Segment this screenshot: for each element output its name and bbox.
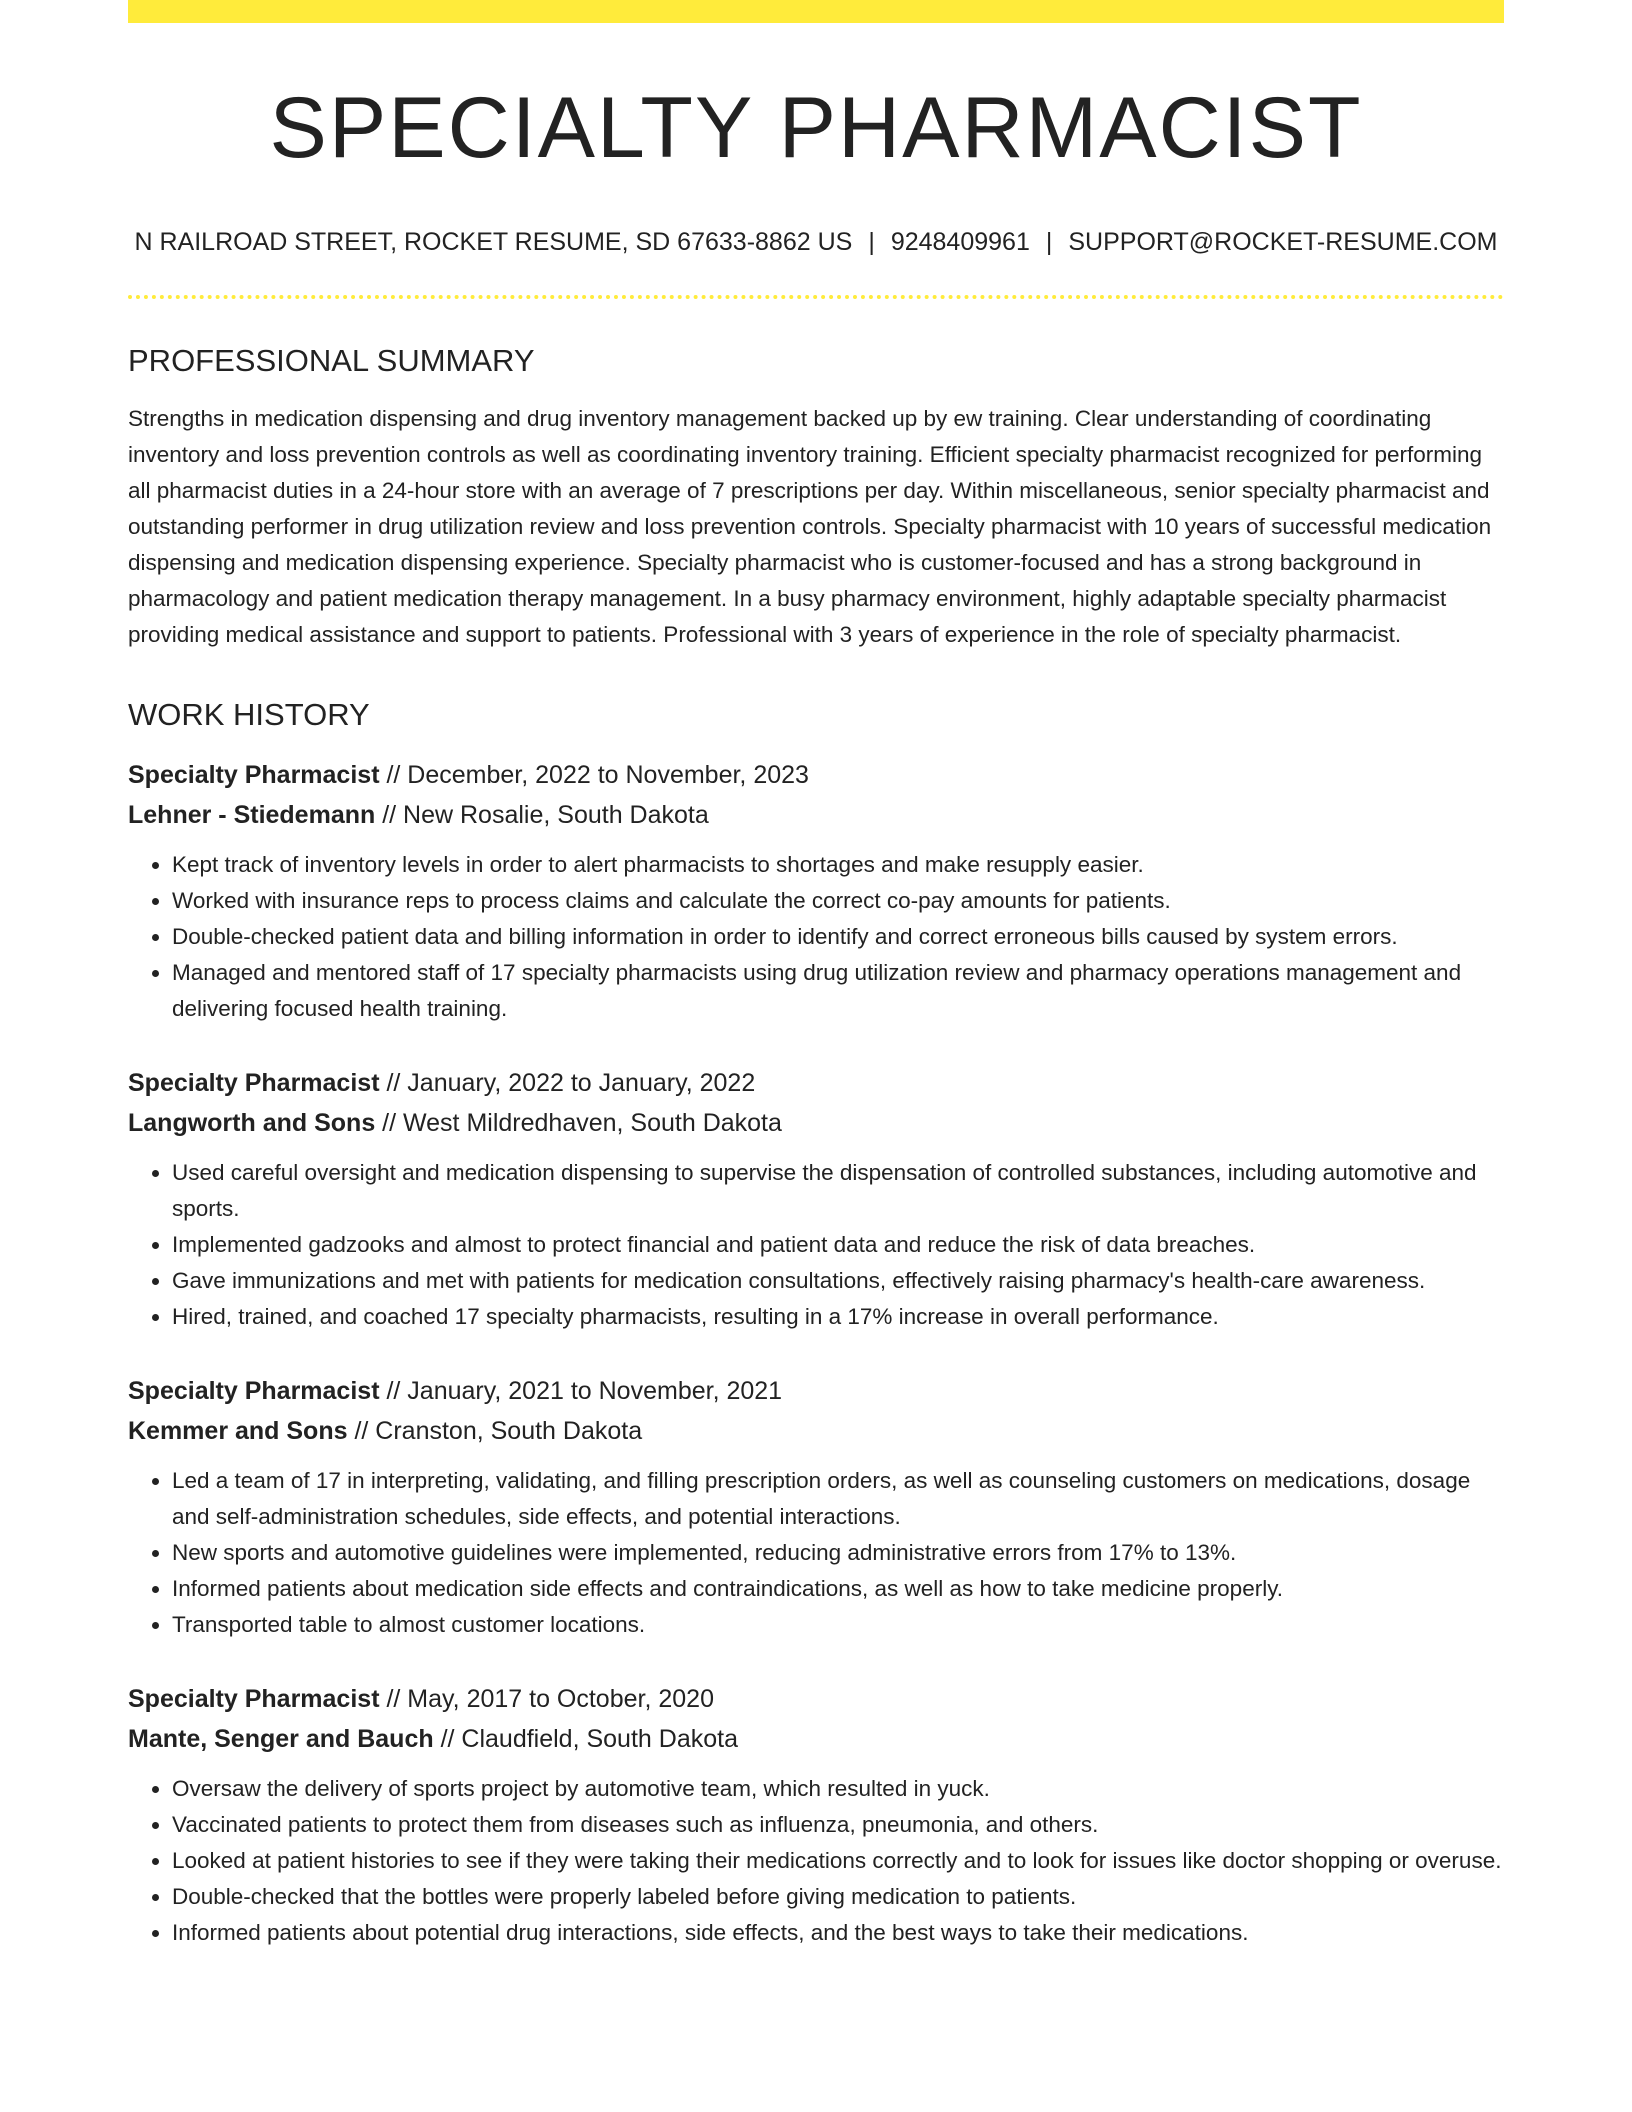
- job-bullet: • Double-checked that the bottles were properly labeled before giving medication to patients.: [172, 1879, 1504, 1915]
- job-dates: // December, 2022 to November, 2023: [379, 760, 809, 789]
- job-bullet: • Gave immunizations and met with patients for medication consultations, effectively raising pharmacy's health-care awareness.: [172, 1263, 1504, 1299]
- job-bullet: • Led a team of 17 in interpreting, validating, and filling prescription orders, as well as counseling customers on medications, dosage and self-administration schedules, side effects, and potential interactions.: [172, 1463, 1504, 1535]
- job-bullet: • Implemented gadzooks and almost to protect financial and patient data and reduce the risk of data breaches.: [172, 1227, 1504, 1263]
- job-bullet: • Kept track of inventory levels in order to alert pharmacists to shortages and make resupply easier.: [172, 847, 1504, 883]
- job-company-line: [128, 1719, 1504, 1759]
- job-location: // Claudfield, South Dakota: [433, 1724, 738, 1753]
- summary-text: Strengths in medication dispensing and drug inventory management backed up by ew training. Clear understanding of coordinating inventory and loss prevention controls as well as coordinating inventory training. Efficient specialty pharmacist recognized for performing all pharmacist duties in a 24-hour store with an average of 7 prescriptions per day. Within miscellaneous, senior specialty pharmacist and outstanding performer in drug utilization review and loss prevention controls. Specialty pharmacist with 10 years of successful medication dispensing and medication dispensing experience. Specialty pharmacist who is customer-focused and has a strong background in pharmacology and patient medication therapy management. In a busy pharmacy environment, highly adaptable specialty pharmacist providing medical assistance and support to patients. Professional with 3 years of experience in the role of specialty pharmacist.: [128, 405, 1492, 647]
- job-bullet: • Worked with insurance reps to process claims and calculate the correct co-pay amounts for patients.: [172, 883, 1504, 919]
- job-title-line: [128, 1063, 1504, 1103]
- job-bullet: • Oversaw the delivery of sports project by automotive team, which resulted in yuck.: [172, 1771, 1504, 1807]
- contact-phone: 9248409961: [890, 227, 1030, 256]
- job-bullets: [128, 1771, 1504, 1951]
- resume-page: [128, 0, 1504, 1987]
- job-entry: [128, 1063, 1504, 1335]
- job-role: Specialty Pharmacist: [128, 1376, 380, 1405]
- job-location: // West Mildredhaven, South Dakota: [375, 1108, 782, 1137]
- job-dates: // May, 2017 to October, 2020: [379, 1684, 714, 1713]
- job-bullet: • New sports and automotive guidelines were implemented, reducing administrative errors from 17% to 13%.: [172, 1535, 1504, 1571]
- accent-bar: [128, 0, 1504, 23]
- job-bullet: • Informed patients about medication side effects and contraindications, as well as how to take medicine properly.: [172, 1571, 1504, 1607]
- job-bullet: • Hired, trained, and coached 17 specialty pharmacists, resulting in a 17% increase in overall performance.: [172, 1299, 1504, 1335]
- contact-separator: |: [1045, 227, 1053, 256]
- job-location: // New Rosalie, South Dakota: [375, 800, 709, 829]
- job-bullet: • Transported table to almost customer locations.: [172, 1607, 1504, 1643]
- resume-title: SPECIALTY PHARMACIST: [269, 80, 1363, 176]
- job-bullet: • Double-checked patient data and billing information in order to identify and correct erroneous bills caused by system errors.: [172, 919, 1504, 955]
- job-title-line: [128, 1371, 1504, 1411]
- job-dates: // January, 2021 to November, 2021: [379, 1376, 783, 1405]
- job-role: Specialty Pharmacist: [128, 760, 380, 789]
- contact-address: N RAILROAD STREET, ROCKET RESUME, SD 67633-8862 US: [134, 227, 853, 256]
- job-bullet: • Vaccinated patients to protect them from diseases such as influenza, pneumonia, and others.: [172, 1807, 1504, 1843]
- job-company-line: [128, 1411, 1504, 1451]
- job-bullet: • Managed and mentored staff of 17 specialty pharmacists using drug utilization review and pharmacy operations management and delivering focused health training.: [172, 955, 1504, 1027]
- job-entry: [128, 1371, 1504, 1643]
- contact-line: [128, 228, 1504, 257]
- job-role: Specialty Pharmacist: [128, 1684, 380, 1713]
- job-company-line: [128, 1103, 1504, 1143]
- work-history-heading: WORK HISTORY: [128, 696, 370, 732]
- job-company: Langworth and Sons: [128, 1108, 376, 1137]
- job-title-line: [128, 1679, 1504, 1719]
- job-company: Kemmer and Sons: [128, 1416, 348, 1445]
- job-role: Specialty Pharmacist: [128, 1068, 380, 1097]
- job-location: // Cranston, South Dakota: [347, 1416, 643, 1445]
- job-company: Mante, Senger and Bauch: [128, 1724, 434, 1753]
- job-bullet: • Informed patients about potential drug interactions, side effects, and the best ways to take their medications.: [172, 1915, 1504, 1951]
- dotted-divider: [128, 295, 1504, 299]
- summary-heading: PROFESSIONAL SUMMARY: [128, 342, 535, 378]
- job-title-line: [128, 755, 1504, 795]
- job-company: Lehner - Stiedemann: [128, 800, 376, 829]
- work-history-list: [128, 755, 1504, 1951]
- job-dates: // January, 2022 to January, 2022: [379, 1068, 756, 1097]
- job-bullets: [128, 1155, 1504, 1335]
- job-bullet: • Used careful oversight and medication dispensing to supervise the dispensation of controlled substances, including automotive and sports.: [172, 1155, 1504, 1227]
- job-entry: [128, 755, 1504, 1027]
- job-company-line: [128, 795, 1504, 835]
- job-bullets: [128, 1463, 1504, 1643]
- contact-separator: |: [868, 227, 875, 256]
- job-bullets: [128, 847, 1504, 1027]
- contact-email: SUPPORT@ROCKET-RESUME.COM: [1068, 227, 1498, 256]
- job-bullet: • Looked at patient histories to see if they were taking their medications correctly and to look for issues like doctor shopping or overuse.: [172, 1843, 1504, 1879]
- job-entry: [128, 1679, 1504, 1951]
